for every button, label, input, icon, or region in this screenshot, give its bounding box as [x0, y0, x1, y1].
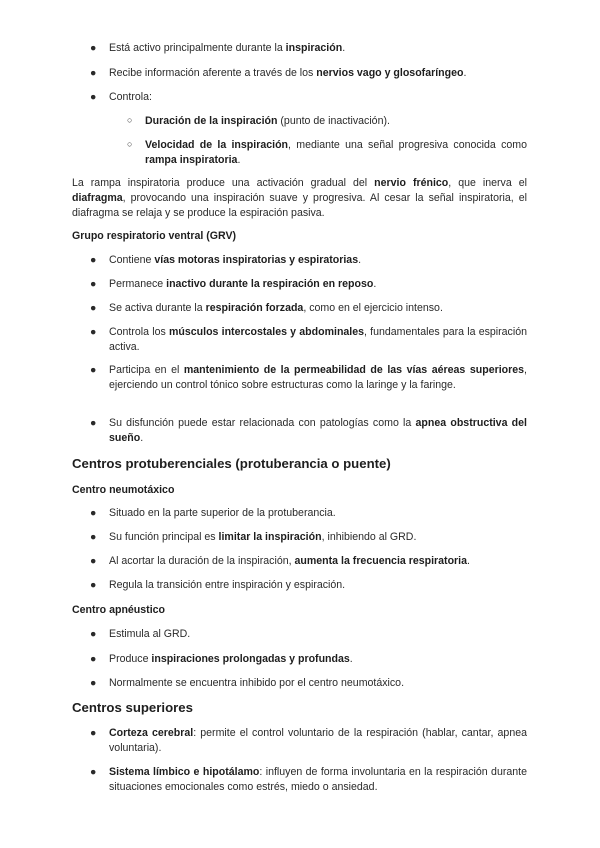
- superiores-heading: Centros superiores: [72, 700, 193, 715]
- list-item: ● Regula la transición entre inspiración y espiración.: [90, 579, 346, 591]
- list-item: ● Sistema límbico e hipotálamo: influyen de forma involuntaria en la respiración durante situaciones emocionales como estrés, miedo o ansiedad.: [90, 766, 527, 793]
- list-item: ● Participa en el mantenimiento de la permeabilidad de las vías aéreas superiores, ejerciendo un control tónico sobre estructuras como la laringe y la faringe.: [90, 364, 527, 391]
- list-item: ● Su disfunción puede estar relacionada con patologías como la apnea obstructiva del sueño.: [90, 417, 527, 444]
- list-item: ● Controla:: [90, 91, 152, 103]
- bullet-icon: ●: [90, 579, 97, 591]
- bullet-icon: ●: [90, 628, 97, 640]
- list-item: ● Normalmente se encuentra inhibido por el centro neumotáxico.: [90, 677, 405, 689]
- list-item: ● Controla los músculos intercostales y abdominales, fundamentales para la espiración activa.: [90, 326, 527, 353]
- list-item: ● Se activa durante la respiración forzada, como en el ejercicio intenso.: [90, 302, 443, 314]
- bullet-icon: ●: [90, 727, 97, 739]
- neumotaxico-heading: Centro neumotáxico: [72, 484, 175, 496]
- bullet-icon: ●: [90, 302, 97, 314]
- bullet-icon: ●: [90, 653, 97, 665]
- bullet-icon: ●: [90, 254, 97, 266]
- bullet-icon: ●: [90, 531, 97, 543]
- list-item: ● Está activo principalmente durante la inspiración.: [90, 42, 346, 54]
- bullet-icon: ●: [90, 555, 97, 567]
- list-item: ● Permanece inactivo durante la respiración en reposo.: [90, 278, 377, 290]
- list-item: ● Recibe información aferente a través de los nervios vago y glosofaríngeo.: [90, 67, 467, 79]
- list-item: ● Produce inspiraciones prolongadas y profundas.: [90, 653, 353, 665]
- list-item: ● Al acortar la duración de la inspiración, aumenta la frecuencia respiratoria.: [90, 555, 470, 567]
- list-item: ● Contiene vías motoras inspiratorias y espiratorias.: [90, 254, 362, 266]
- bullet-icon: ●: [90, 42, 97, 54]
- rampa-paragraph: La rampa inspiratoria produce una activación gradual del nervio frénico, que inerva el diafragma, provocando una inspiración suave y progresiva. Al cesar la señal inspiratoria, el diafragma se relaja y se produce la espiración pasiva.: [72, 177, 527, 219]
- list-item: ● Situado en la parte superior de la protuberancia.: [90, 507, 336, 519]
- bullet-icon: ●: [90, 766, 97, 778]
- protuberanciales-heading: Centros protuberenciales (protuberancia o puente): [72, 456, 391, 471]
- circle-bullet-icon: ○: [127, 139, 133, 149]
- sub-list-item: ○ Velocidad de la inspiración, mediante una señal progresiva conocida como rampa inspiratoria.: [127, 139, 527, 166]
- list-item: ● Su función principal es limitar la inspiración, inhibiendo al GRD.: [90, 531, 417, 543]
- bullet-icon: ●: [90, 417, 97, 429]
- bullet-icon: ●: [90, 677, 97, 689]
- sub-list-item: ○ Duración de la inspiración (punto de inactivación).: [127, 115, 390, 127]
- bullet-icon: ●: [90, 67, 97, 79]
- bullet-icon: ●: [90, 278, 97, 290]
- bullet-icon: ●: [90, 91, 97, 103]
- bullet-icon: ●: [90, 507, 97, 519]
- grv-heading: Grupo respiratorio ventral (GRV): [72, 230, 237, 242]
- bullet-icon: ●: [90, 326, 97, 338]
- list-item: ● Corteza cerebral: permite el control voluntario de la respiración (hablar, cantar, apnea voluntaria).: [90, 727, 527, 754]
- apneustico-heading: Centro apnéustico: [72, 604, 166, 616]
- bullet-icon: ●: [90, 364, 97, 376]
- circle-bullet-icon: ○: [127, 115, 133, 125]
- list-item: ● Estimula al GRD.: [90, 628, 191, 640]
